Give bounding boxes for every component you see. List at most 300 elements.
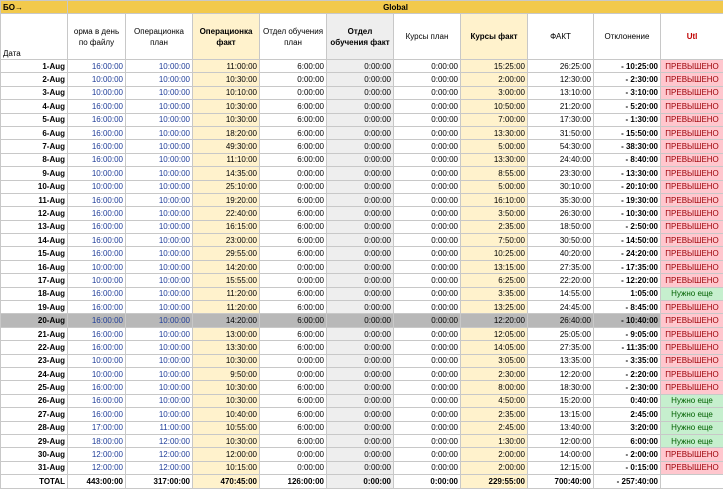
norm-cell[interactable]: 16:00:00 — [68, 153, 126, 166]
norm-cell[interactable]: 16:00:00 — [68, 247, 126, 260]
courses-plan-cell[interactable]: 0:00:00 — [394, 126, 461, 139]
training-fact-cell[interactable]: 0:00:00 — [327, 461, 394, 474]
total-label-cell[interactable]: TOTAL — [1, 475, 68, 488]
training-plan-cell[interactable]: 6:00:00 — [260, 301, 327, 314]
fact-cell[interactable]: 25:05:00 — [528, 327, 594, 340]
op-plan-cell[interactable]: 10:00:00 — [126, 86, 193, 99]
fact-cell[interactable]: 14:55:00 — [528, 287, 594, 300]
fact-cell[interactable]: 26:30:00 — [528, 207, 594, 220]
fact-cell[interactable]: 12:30:00 — [528, 73, 594, 86]
courses-plan-cell[interactable]: 0:00:00 — [394, 260, 461, 273]
op-fact-cell[interactable]: 9:50:00 — [193, 367, 260, 380]
norm-cell[interactable]: 10:00:00 — [68, 86, 126, 99]
training-plan-cell[interactable]: 6:00:00 — [260, 207, 327, 220]
op-fact-cell[interactable]: 13:30:00 — [193, 341, 260, 354]
courses-plan-cell[interactable]: 0:00:00 — [394, 434, 461, 447]
util-status-cell[interactable]: ПРЕВЫШЕНО — [661, 301, 723, 314]
op-plan-cell[interactable]: 10:00:00 — [126, 394, 193, 407]
date-cell[interactable]: 24-Aug — [1, 367, 68, 380]
fact-cell[interactable]: 23:30:00 — [528, 167, 594, 180]
op-fact-cell[interactable]: 25:10:00 — [193, 180, 260, 193]
norm-cell[interactable]: 10:00:00 — [68, 73, 126, 86]
courses-fact-cell[interactable]: 3:50:00 — [461, 207, 528, 220]
op-fact-cell[interactable]: 14:35:00 — [193, 167, 260, 180]
op-fact-cell[interactable]: 12:00:00 — [193, 448, 260, 461]
date-cell[interactable]: 11-Aug — [1, 193, 68, 206]
header-op-plan[interactable]: Операционка план — [126, 14, 193, 60]
fact-cell[interactable]: 12:20:00 — [528, 367, 594, 380]
op-plan-cell[interactable]: 10:00:00 — [126, 126, 193, 139]
courses-fact-cell[interactable]: 5:00:00 — [461, 140, 528, 153]
util-status-cell[interactable]: ПРЕВЫШЕНО — [661, 260, 723, 273]
util-status-cell[interactable]: ПРЕВЫШЕНО — [661, 73, 723, 86]
util-status-cell[interactable]: ПРЕВЫШЕНО — [661, 274, 723, 287]
deviation-cell[interactable]: - 17:35:00 — [594, 260, 661, 273]
norm-cell[interactable]: 18:00:00 — [68, 434, 126, 447]
training-fact-cell[interactable]: 0:00:00 — [327, 260, 394, 273]
training-plan-cell[interactable]: 0:00:00 — [260, 461, 327, 474]
deviation-cell[interactable]: 0:40:00 — [594, 394, 661, 407]
courses-fact-cell[interactable]: 10:50:00 — [461, 100, 528, 113]
courses-fact-cell[interactable]: 3:05:00 — [461, 354, 528, 367]
date-cell[interactable]: 16-Aug — [1, 260, 68, 273]
courses-plan-cell[interactable]: 0:00:00 — [394, 73, 461, 86]
norm-cell[interactable]: 10:00:00 — [68, 274, 126, 287]
util-status-cell[interactable]: ПРЕВЫШЕНО — [661, 327, 723, 340]
deviation-cell[interactable]: 1:05:00 — [594, 287, 661, 300]
training-plan-cell[interactable]: 6:00:00 — [260, 314, 327, 327]
op-plan-cell[interactable]: 10:00:00 — [126, 113, 193, 126]
deviation-cell[interactable]: 3:20:00 — [594, 421, 661, 434]
date-cell[interactable]: 23-Aug — [1, 354, 68, 367]
date-cell[interactable]: 29-Aug — [1, 434, 68, 447]
op-fact-cell[interactable]: 10:30:00 — [193, 354, 260, 367]
courses-plan-cell[interactable]: 0:00:00 — [394, 60, 461, 73]
courses-fact-cell[interactable]: 7:00:00 — [461, 113, 528, 126]
fact-cell[interactable]: 40:20:00 — [528, 247, 594, 260]
op-plan-cell[interactable]: 10:00:00 — [126, 140, 193, 153]
courses-plan-cell[interactable]: 0:00:00 — [394, 301, 461, 314]
norm-cell[interactable]: 16:00:00 — [68, 341, 126, 354]
op-plan-cell[interactable]: 10:00:00 — [126, 234, 193, 247]
training-fact-cell[interactable]: 0:00:00 — [327, 167, 394, 180]
op-plan-cell[interactable]: 10:00:00 — [126, 314, 193, 327]
date-cell[interactable]: 19-Aug — [1, 301, 68, 314]
deviation-cell[interactable]: - 24:20:00 — [594, 247, 661, 260]
courses-fact-cell[interactable]: 1:30:00 — [461, 434, 528, 447]
util-status-cell[interactable]: Нужно еще — [661, 408, 723, 421]
courses-plan-cell[interactable]: 0:00:00 — [394, 448, 461, 461]
op-fact-cell[interactable]: 15:55:00 — [193, 274, 260, 287]
total-norm-cell[interactable]: 443:00:00 — [68, 475, 126, 488]
date-cell[interactable]: 12-Aug — [1, 207, 68, 220]
training-fact-cell[interactable]: 0:00:00 — [327, 448, 394, 461]
norm-cell[interactable]: 16:00:00 — [68, 60, 126, 73]
op-fact-cell[interactable]: 10:40:00 — [193, 408, 260, 421]
courses-plan-cell[interactable]: 0:00:00 — [394, 207, 461, 220]
util-status-cell[interactable]: ПРЕВЫШЕНО — [661, 354, 723, 367]
training-fact-cell[interactable]: 0:00:00 — [327, 73, 394, 86]
op-fact-cell[interactable]: 29:55:00 — [193, 247, 260, 260]
op-fact-cell[interactable]: 11:20:00 — [193, 287, 260, 300]
deviation-cell[interactable]: - 10:25:00 — [594, 60, 661, 73]
training-plan-cell[interactable]: 6:00:00 — [260, 408, 327, 421]
total-op_plan-cell[interactable]: 317:00:00 — [126, 475, 193, 488]
norm-cell[interactable]: 16:00:00 — [68, 207, 126, 220]
date-cell[interactable]: 5-Aug — [1, 113, 68, 126]
op-plan-cell[interactable]: 10:00:00 — [126, 180, 193, 193]
util-status-cell[interactable]: ПРЕВЫШЕНО — [661, 126, 723, 139]
util-status-cell[interactable]: ПРЕВЫШЕНО — [661, 341, 723, 354]
norm-cell[interactable]: 16:00:00 — [68, 234, 126, 247]
op-plan-cell[interactable]: 10:00:00 — [126, 274, 193, 287]
courses-plan-cell[interactable]: 0:00:00 — [394, 274, 461, 287]
courses-plan-cell[interactable]: 0:00:00 — [394, 180, 461, 193]
courses-plan-cell[interactable]: 0:00:00 — [394, 113, 461, 126]
op-plan-cell[interactable]: 10:00:00 — [126, 408, 193, 421]
training-plan-cell[interactable]: 6:00:00 — [260, 421, 327, 434]
date-cell[interactable]: 1-Aug — [1, 60, 68, 73]
training-fact-cell[interactable]: 0:00:00 — [327, 126, 394, 139]
courses-plan-cell[interactable]: 0:00:00 — [394, 461, 461, 474]
date-cell[interactable]: 7-Aug — [1, 140, 68, 153]
fact-cell[interactable]: 12:00:00 — [528, 434, 594, 447]
fact-cell[interactable]: 13:35:00 — [528, 354, 594, 367]
op-fact-cell[interactable]: 10:30:00 — [193, 73, 260, 86]
date-cell[interactable]: 8-Aug — [1, 153, 68, 166]
date-cell[interactable]: 26-Aug — [1, 394, 68, 407]
op-fact-cell[interactable]: 10:30:00 — [193, 100, 260, 113]
op-fact-cell[interactable]: 11:10:00 — [193, 153, 260, 166]
deviation-cell[interactable]: - 10:40:00 — [594, 314, 661, 327]
courses-fact-cell[interactable]: 16:10:00 — [461, 193, 528, 206]
util-status-cell[interactable]: ПРЕВЫШЕНО — [661, 461, 723, 474]
fact-cell[interactable]: 14:00:00 — [528, 448, 594, 461]
header-courses-fact[interactable]: Курсы факт — [461, 14, 528, 60]
op-fact-cell[interactable]: 22:40:00 — [193, 207, 260, 220]
op-plan-cell[interactable]: 10:00:00 — [126, 167, 193, 180]
norm-cell[interactable]: 16:00:00 — [68, 381, 126, 394]
courses-fact-cell[interactable]: 13:15:00 — [461, 260, 528, 273]
training-fact-cell[interactable]: 0:00:00 — [327, 234, 394, 247]
op-plan-cell[interactable]: 10:00:00 — [126, 287, 193, 300]
fact-cell[interactable]: 24:40:00 — [528, 153, 594, 166]
norm-cell[interactable]: 16:00:00 — [68, 100, 126, 113]
courses-plan-cell[interactable]: 0:00:00 — [394, 314, 461, 327]
deviation-cell[interactable]: - 2:00:00 — [594, 448, 661, 461]
op-fact-cell[interactable]: 18:20:00 — [193, 126, 260, 139]
util-status-cell[interactable]: ПРЕВЫШЕНО — [661, 381, 723, 394]
training-fact-cell[interactable]: 0:00:00 — [327, 301, 394, 314]
courses-plan-cell[interactable]: 0:00:00 — [394, 381, 461, 394]
op-plan-cell[interactable]: 12:00:00 — [126, 434, 193, 447]
header-training-fact[interactable]: Отдел обучения факт — [327, 14, 394, 60]
header-util[interactable]: Utl — [661, 14, 723, 60]
title-left-cell[interactable]: БО→ — [1, 1, 68, 14]
training-plan-cell[interactable]: 6:00:00 — [260, 100, 327, 113]
training-fact-cell[interactable]: 0:00:00 — [327, 100, 394, 113]
courses-fact-cell[interactable]: 13:30:00 — [461, 126, 528, 139]
date-cell[interactable]: 10-Aug — [1, 180, 68, 193]
deviation-cell[interactable]: - 12:20:00 — [594, 274, 661, 287]
training-plan-cell[interactable]: 0:00:00 — [260, 367, 327, 380]
deviation-cell[interactable]: - 2:20:00 — [594, 367, 661, 380]
training-plan-cell[interactable]: 0:00:00 — [260, 73, 327, 86]
util-status-cell[interactable]: ПРЕВЫШЕНО — [661, 207, 723, 220]
training-fact-cell[interactable]: 0:00:00 — [327, 86, 394, 99]
training-fact-cell[interactable]: 0:00:00 — [327, 153, 394, 166]
total-st-cell[interactable] — [661, 475, 723, 488]
training-fact-cell[interactable]: 0:00:00 — [327, 381, 394, 394]
training-fact-cell[interactable]: 0:00:00 — [327, 207, 394, 220]
fact-cell[interactable]: 22:20:00 — [528, 274, 594, 287]
deviation-cell[interactable]: - 1:30:00 — [594, 113, 661, 126]
training-fact-cell[interactable]: 0:00:00 — [327, 287, 394, 300]
date-cell[interactable]: 14-Aug — [1, 234, 68, 247]
training-fact-cell[interactable]: 0:00:00 — [327, 220, 394, 233]
norm-cell[interactable]: 16:00:00 — [68, 301, 126, 314]
training-plan-cell[interactable]: 6:00:00 — [260, 327, 327, 340]
util-status-cell[interactable]: ПРЕВЫШЕНО — [661, 167, 723, 180]
op-plan-cell[interactable]: 10:00:00 — [126, 153, 193, 166]
fact-cell[interactable]: 30:10:00 — [528, 180, 594, 193]
total-op_fact-cell[interactable]: 470:45:00 — [193, 475, 260, 488]
util-status-cell[interactable]: ПРЕВЫШЕНО — [661, 448, 723, 461]
training-plan-cell[interactable]: 0:00:00 — [260, 448, 327, 461]
op-plan-cell[interactable]: 10:00:00 — [126, 247, 193, 260]
courses-fact-cell[interactable]: 15:25:00 — [461, 60, 528, 73]
training-plan-cell[interactable]: 6:00:00 — [260, 60, 327, 73]
training-plan-cell[interactable]: 6:00:00 — [260, 153, 327, 166]
deviation-cell[interactable]: - 0:15:00 — [594, 461, 661, 474]
fact-cell[interactable]: 13:15:00 — [528, 408, 594, 421]
fact-cell[interactable]: 18:50:00 — [528, 220, 594, 233]
norm-cell[interactable]: 16:00:00 — [68, 408, 126, 421]
util-status-cell[interactable]: Нужно еще — [661, 434, 723, 447]
norm-cell[interactable]: 10:00:00 — [68, 367, 126, 380]
courses-plan-cell[interactable]: 0:00:00 — [394, 234, 461, 247]
op-plan-cell[interactable]: 12:00:00 — [126, 461, 193, 474]
header-op-fact[interactable]: Операционка факт — [193, 14, 260, 60]
op-fact-cell[interactable]: 16:15:00 — [193, 220, 260, 233]
courses-fact-cell[interactable]: 3:35:00 — [461, 287, 528, 300]
norm-cell[interactable]: 10:00:00 — [68, 260, 126, 273]
fact-cell[interactable]: 17:30:00 — [528, 113, 594, 126]
norm-cell[interactable]: 16:00:00 — [68, 394, 126, 407]
header-norm[interactable]: орма в день по файлу — [68, 14, 126, 60]
norm-cell[interactable]: 17:00:00 — [68, 421, 126, 434]
courses-plan-cell[interactable]: 0:00:00 — [394, 247, 461, 260]
date-cell[interactable]: 18-Aug — [1, 287, 68, 300]
courses-plan-cell[interactable]: 0:00:00 — [394, 408, 461, 421]
util-status-cell[interactable]: Нужно еще — [661, 394, 723, 407]
deviation-cell[interactable]: - 10:30:00 — [594, 207, 661, 220]
courses-fact-cell[interactable]: 12:05:00 — [461, 327, 528, 340]
fact-cell[interactable]: 35:30:00 — [528, 193, 594, 206]
op-fact-cell[interactable]: 10:55:00 — [193, 421, 260, 434]
training-fact-cell[interactable]: 0:00:00 — [327, 60, 394, 73]
op-plan-cell[interactable]: 12:00:00 — [126, 448, 193, 461]
deviation-cell[interactable]: - 38:30:00 — [594, 140, 661, 153]
util-status-cell[interactable]: ПРЕВЫШЕНО — [661, 86, 723, 99]
training-fact-cell[interactable]: 0:00:00 — [327, 314, 394, 327]
norm-cell[interactable]: 16:00:00 — [68, 113, 126, 126]
training-fact-cell[interactable]: 0:00:00 — [327, 421, 394, 434]
training-plan-cell[interactable]: 0:00:00 — [260, 86, 327, 99]
norm-cell[interactable]: 16:00:00 — [68, 327, 126, 340]
fact-cell[interactable]: 30:50:00 — [528, 234, 594, 247]
op-fact-cell[interactable]: 11:20:00 — [193, 301, 260, 314]
deviation-cell[interactable]: - 8:40:00 — [594, 153, 661, 166]
training-plan-cell[interactable]: 6:00:00 — [260, 247, 327, 260]
util-status-cell[interactable]: ПРЕВЫШЕНО — [661, 247, 723, 260]
training-plan-cell[interactable]: 6:00:00 — [260, 381, 327, 394]
op-plan-cell[interactable]: 10:00:00 — [126, 354, 193, 367]
date-cell[interactable]: 21-Aug — [1, 327, 68, 340]
deviation-cell[interactable]: - 2:30:00 — [594, 381, 661, 394]
deviation-cell[interactable]: - 20:10:00 — [594, 180, 661, 193]
training-plan-cell[interactable]: 0:00:00 — [260, 354, 327, 367]
courses-fact-cell[interactable]: 2:35:00 — [461, 220, 528, 233]
op-fact-cell[interactable]: 10:30:00 — [193, 434, 260, 447]
training-plan-cell[interactable]: 6:00:00 — [260, 193, 327, 206]
deviation-cell[interactable]: - 15:50:00 — [594, 126, 661, 139]
total-dev-cell[interactable]: - 257:40:00 — [594, 475, 661, 488]
training-plan-cell[interactable]: 6:00:00 — [260, 434, 327, 447]
courses-plan-cell[interactable]: 0:00:00 — [394, 86, 461, 99]
deviation-cell[interactable]: - 14:50:00 — [594, 234, 661, 247]
total-tr_fact-cell[interactable]: 0:00:00 — [327, 475, 394, 488]
title-global-cell[interactable]: Global — [68, 1, 723, 14]
total-tr_plan-cell[interactable]: 126:00:00 — [260, 475, 327, 488]
fact-cell[interactable]: 13:40:00 — [528, 421, 594, 434]
op-plan-cell[interactable]: 10:00:00 — [126, 60, 193, 73]
training-fact-cell[interactable]: 0:00:00 — [327, 274, 394, 287]
date-cell[interactable]: 20-Aug — [1, 314, 68, 327]
training-fact-cell[interactable]: 0:00:00 — [327, 327, 394, 340]
fact-cell[interactable]: 18:30:00 — [528, 381, 594, 394]
norm-cell[interactable]: 16:00:00 — [68, 287, 126, 300]
deviation-cell[interactable]: - 2:50:00 — [594, 220, 661, 233]
training-plan-cell[interactable]: 6:00:00 — [260, 220, 327, 233]
courses-fact-cell[interactable]: 4:50:00 — [461, 394, 528, 407]
op-plan-cell[interactable]: 10:00:00 — [126, 341, 193, 354]
header-fact[interactable]: ФАКТ — [528, 14, 594, 60]
op-fact-cell[interactable]: 10:15:00 — [193, 461, 260, 474]
norm-cell[interactable]: 12:00:00 — [68, 448, 126, 461]
op-fact-cell[interactable]: 19:20:00 — [193, 193, 260, 206]
util-status-cell[interactable]: ПРЕВЫШЕНО — [661, 153, 723, 166]
fact-cell[interactable]: 15:20:00 — [528, 394, 594, 407]
courses-fact-cell[interactable]: 8:00:00 — [461, 381, 528, 394]
norm-cell[interactable]: 16:00:00 — [68, 140, 126, 153]
courses-plan-cell[interactable]: 0:00:00 — [394, 287, 461, 300]
op-fact-cell[interactable]: 14:20:00 — [193, 260, 260, 273]
norm-cell[interactable]: 16:00:00 — [68, 220, 126, 233]
training-plan-cell[interactable]: 6:00:00 — [260, 126, 327, 139]
deviation-cell[interactable]: - 9:05:00 — [594, 327, 661, 340]
date-cell[interactable]: 28-Aug — [1, 421, 68, 434]
training-plan-cell[interactable]: 6:00:00 — [260, 113, 327, 126]
courses-fact-cell[interactable]: 2:35:00 — [461, 408, 528, 421]
training-plan-cell[interactable]: 6:00:00 — [260, 394, 327, 407]
training-fact-cell[interactable]: 0:00:00 — [327, 193, 394, 206]
op-fact-cell[interactable]: 23:00:00 — [193, 234, 260, 247]
fact-cell[interactable]: 54:30:00 — [528, 140, 594, 153]
util-status-cell[interactable]: ПРЕВЫШЕНО — [661, 234, 723, 247]
fact-cell[interactable]: 27:35:00 — [528, 341, 594, 354]
training-fact-cell[interactable]: 0:00:00 — [327, 394, 394, 407]
date-cell[interactable]: 6-Aug — [1, 126, 68, 139]
courses-fact-cell[interactable]: 13:25:00 — [461, 301, 528, 314]
deviation-cell[interactable]: - 8:45:00 — [594, 301, 661, 314]
op-plan-cell[interactable]: 10:00:00 — [126, 260, 193, 273]
norm-cell[interactable]: 12:00:00 — [68, 461, 126, 474]
training-fact-cell[interactable]: 0:00:00 — [327, 180, 394, 193]
op-plan-cell[interactable]: 10:00:00 — [126, 207, 193, 220]
training-fact-cell[interactable]: 0:00:00 — [327, 408, 394, 421]
util-status-cell[interactable]: ПРЕВЫШЕНО — [661, 180, 723, 193]
fact-cell[interactable]: 26:25:00 — [528, 60, 594, 73]
header-date[interactable]: Дата — [1, 14, 68, 60]
deviation-cell[interactable]: - 3:10:00 — [594, 86, 661, 99]
norm-cell[interactable]: 16:00:00 — [68, 126, 126, 139]
courses-fact-cell[interactable]: 2:00:00 — [461, 448, 528, 461]
op-plan-cell[interactable]: 10:00:00 — [126, 220, 193, 233]
date-cell[interactable]: 27-Aug — [1, 408, 68, 421]
deviation-cell[interactable]: - 3:35:00 — [594, 354, 661, 367]
op-fact-cell[interactable]: 10:30:00 — [193, 394, 260, 407]
deviation-cell[interactable]: - 13:30:00 — [594, 167, 661, 180]
courses-fact-cell[interactable]: 2:00:00 — [461, 461, 528, 474]
op-fact-cell[interactable]: 49:30:00 — [193, 140, 260, 153]
op-fact-cell[interactable]: 14:20:00 — [193, 314, 260, 327]
util-status-cell[interactable]: ПРЕВЫШЕНО — [661, 193, 723, 206]
util-status-cell[interactable]: ПРЕВЫШЕНО — [661, 100, 723, 113]
util-status-cell[interactable]: Нужно еще — [661, 287, 723, 300]
op-plan-cell[interactable]: 11:00:00 — [126, 421, 193, 434]
training-fact-cell[interactable]: 0:00:00 — [327, 367, 394, 380]
fact-cell[interactable]: 12:15:00 — [528, 461, 594, 474]
date-cell[interactable]: 22-Aug — [1, 341, 68, 354]
training-fact-cell[interactable]: 0:00:00 — [327, 434, 394, 447]
total-c_plan-cell[interactable]: 0:00:00 — [394, 475, 461, 488]
util-status-cell[interactable]: ПРЕВЫШЕНО — [661, 314, 723, 327]
norm-cell[interactable]: 10:00:00 — [68, 354, 126, 367]
deviation-cell[interactable]: - 11:35:00 — [594, 341, 661, 354]
op-plan-cell[interactable]: 10:00:00 — [126, 381, 193, 394]
training-fact-cell[interactable]: 0:00:00 — [327, 113, 394, 126]
norm-cell[interactable]: 10:00:00 — [68, 180, 126, 193]
op-fact-cell[interactable]: 13:00:00 — [193, 327, 260, 340]
date-cell[interactable]: 2-Aug — [1, 73, 68, 86]
deviation-cell[interactable]: - 2:30:00 — [594, 73, 661, 86]
util-status-cell[interactable]: ПРЕВЫШЕНО — [661, 220, 723, 233]
date-cell[interactable]: 9-Aug — [1, 167, 68, 180]
date-cell[interactable]: 17-Aug — [1, 274, 68, 287]
training-plan-cell[interactable]: 0:00:00 — [260, 180, 327, 193]
courses-plan-cell[interactable]: 0:00:00 — [394, 327, 461, 340]
total-fact-cell[interactable]: 700:40:00 — [528, 475, 594, 488]
training-fact-cell[interactable]: 0:00:00 — [327, 354, 394, 367]
courses-fact-cell[interactable]: 5:00:00 — [461, 180, 528, 193]
training-plan-cell[interactable]: 6:00:00 — [260, 287, 327, 300]
deviation-cell[interactable]: - 5:20:00 — [594, 100, 661, 113]
op-fact-cell[interactable]: 10:10:00 — [193, 86, 260, 99]
fact-cell[interactable]: 26:40:00 — [528, 314, 594, 327]
date-cell[interactable]: 25-Aug — [1, 381, 68, 394]
deviation-cell[interactable]: 2:45:00 — [594, 408, 661, 421]
